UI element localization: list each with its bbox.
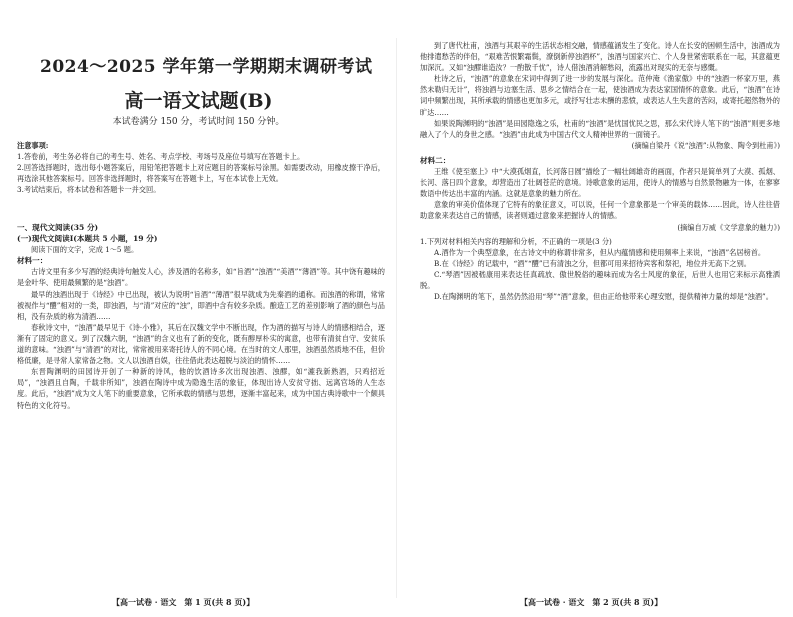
material1-label: 材料一： (17, 256, 48, 266)
note-item: 2.回答选择题时，选出每小题答案后，用铅笔把答题卡上对应题目的答案标号涂黑。如需要改动，用橡皮擦干净后，再选涂其他答案标号。回答非选择题时，将答案写在答题卡上，写在本试卷上无效。 (17, 163, 385, 184)
paragraph: 东晋陶渊明的田园诗开创了一种新的诗风，他的饮酒诗多次出现浊酒、浊醪，如“漉我新熟酒，只鸡招近局”，“浊酒且自陶，千载非所知”，浊酒在陶诗中成为隐逸生活的象征，体现出诗人安贫守拙、远离官场的人生态度。此后，“浊酒”成为文人笔下的重要意象，它所承载的情感与思想，逐渐丰富起来，成为中国古典诗歌中一个颇具特色的文化符号。 (17, 367, 385, 410)
source-citation: (摘编自万威《文学意象的魅力》) (677, 222, 780, 232)
right-column-block (420, 40, 780, 302)
page-footer: 【高一试卷 · 语文 第 2 页(共 8 页)】 (520, 597, 663, 607)
notes-heading: 注意事项: (17, 141, 49, 150)
section-block (17, 222, 385, 411)
paragraph: 王维《使至塞上》中“大漠孤烟直，长河落日圆”描绘了一幅壮阔雄奇的画面，作者只是简单列了大漠、孤烟、长河、落日四个意象，却营造出了壮阔苍茫的意境。诗歌意象的运用，使诗人的情感与自然景物融为一体，在寥寥数语中传达出丰富的内涵。这就是意象的魅力所在。 (420, 167, 780, 199)
note-item: 1.答卷前，考生务必将自己的考生号、姓名、考点学校、考场号及座位号填写在答题卡上。 (17, 152, 305, 162)
option-d: D.在陶渊明的笔下，虽然仍然沿用“琴”“酒”意象，但由正给他带来心理安慰，提供精神力量的却是“浊酒”。 (434, 292, 773, 302)
paragraph: 春秋诗文中，“浊酒”最早见于《诗·小雅》，其后在汉魏文学中不断出现，作为酒的描写与诗人的情感相结合，逐渐有了固定的意义。到了汉魏六朝，“浊酒”的含义也有了新的变化，既有醇厚朴实的寓意，也带有清贫自守、安贫乐道的意味。“浊酒”与“清酒”的对比，常常被用来寄托诗人的不同心境。在当时的文人那里，浊酒虽然质地不佳，但价格低廉，是寻常人家常备之物。文人以浊酒自娱，往往借此表达超脱与淡泊的情怀…… (17, 322, 385, 366)
exam-subtitle: 高一语文试题(B) (124, 90, 273, 112)
section-instruction: 阅读下面的文字，完成 1～5 题。 (31, 245, 139, 255)
question-stem: 1.下列对材料相关内容的理解和分析，不正确的一项是(3 分) (420, 236, 612, 246)
paragraph: 如果说陶渊明的“浊酒”是田园隐逸之乐，杜甫的“浊酒”是忧国忧民之思，那么宋代诗人笔下的“浊酒”则更多地融入了个人的身世之感。“浊酒”由此成为中国古代文人精神世界的一面镜子。 (420, 118, 780, 139)
paragraph: 杜诗之后，“浊酒”的意象在宋词中得到了进一步的发展与深化。范仲淹《渔家傲》中的“浊酒一杯家万里，燕然未勒归无计”，将浊酒与边塞生活、思乡之情结合在一起，使浊酒成为表达家国情怀的意象。此后，“浊酒”在诗词中频繁出现，其所承载的情感也更加多元，或抒写壮志未酬的悲愤，或表达人生失意的苦闷，或寄托超然物外的旷达…… (420, 74, 780, 117)
option-c: C.“琴酒”因被嵇康用来表达任真疏放、傲世脱俗的趣味而成为名士风度的象征，后世人也用它来标示高雅洒脱。 (420, 269, 780, 290)
paragraph: 意象的审美价值体现了它特有的象征意义，可以说，任何一个意象都是一个审美的载体……因此，诗人往往借助意象来表达自己的情感，读者则通过意象来把握诗人的情感。 (420, 200, 780, 221)
exam-title: 2024～2025 学年第一学期期末调研考试 (40, 57, 373, 77)
right-page (402, 0, 793, 617)
section-subheading: (一)现代文阅读Ⅰ(本题共 5 小题，19 分) (17, 234, 158, 244)
column-divider (396, 38, 397, 598)
paragraph: 古诗文里有多少写酒的经典诗句触发人心，涉及酒的名称多，如“旨酒”“浊酒”“美酒”“薄酒”等。其中饶有趣味的是金叶华、使用最频繁的是“浊酒”。 (17, 267, 385, 288)
material2-label: 材料二： (420, 155, 451, 165)
paragraph: 到了唐代杜甫，浊酒与其艰辛的生活状态相交融，情感蕴涵发生了变化。诗人在长安的困顿生活中，浊酒成为他排遣愁苦的伴侣，“艰难苦恨繁霜鬓，潦倒新停浊酒杯”，浊酒与国家兴亡、个人身世紧密联系在一起，其意蕴更加深沉。又如“浊醪谁造汝？一酌散千忧”，诗人借浊酒消解愁闷，流露出对现实的无奈与感慨。 (420, 41, 780, 73)
page-footer: 【高一试卷 · 语文 第 1 页(共 8 页)】 (112, 597, 255, 607)
note-item: 3.考试结束后，将本试卷和答题卡一并交回。 (17, 185, 161, 195)
paragraph: 最早的浊酒出现于《诗经》中已出现，被认为说明“旨酒”“薄酒”很早就成为先秦酒的通称。而浊酒的称谓，常常被视作与“醴”相对的一类，即浊酒，与“清”对应的“浊”，即酒中含有较多杂质。酿造工艺的差别影响了酒的颜色与品相，没有杂质的称为清酒…… (17, 289, 385, 321)
source-citation: (摘编自梁丹《说“浊酒”:从物象、陶令到杜甫》) (631, 140, 780, 150)
exam-meta: 本试卷满分 150 分，考试时间 150 分钟。 (112, 117, 285, 127)
section-heading: 一、现代文阅读(35 分) (17, 223, 99, 232)
notes-block (17, 140, 385, 195)
option-b: B.在《诗经》的记载中，“酒”“醴”已有清浊之分，但都可用来招待宾客和祭祀，地位并无高下之别。 (434, 258, 751, 268)
option-a: A.酒作为一个典型意象，在古诗文中的称谓非常多，但从内蕴情感和使用频率上来说，“浊酒”名居榜首。 (434, 247, 766, 257)
